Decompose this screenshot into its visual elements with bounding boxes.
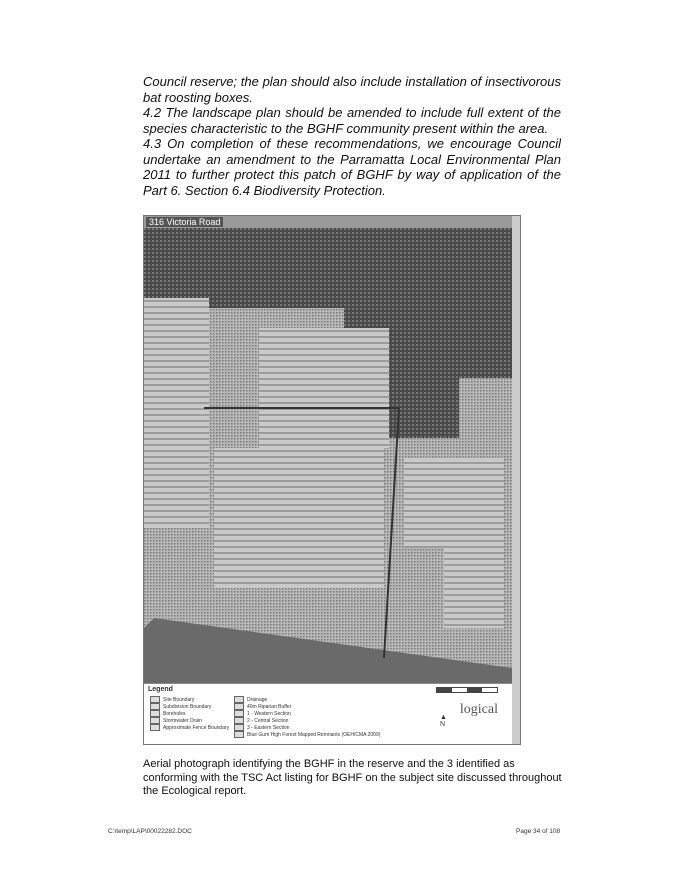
legend-item: Boreholes bbox=[150, 710, 229, 717]
aerial-map-figure bbox=[143, 215, 521, 745]
legend-item: Stormwater Drain bbox=[150, 717, 229, 724]
paragraph-reserve: Council reserve; the plan should also include installation of insectivorous bat roosting boxes. bbox=[143, 74, 561, 105]
scale-bar bbox=[436, 687, 498, 693]
legend-item: 1 - Western Section bbox=[234, 710, 380, 717]
legend-column-left bbox=[150, 696, 229, 731]
footer-page-number: Page 34 of 108 bbox=[516, 828, 561, 835]
figure-caption: Aerial photograph identifying the BGHF in the reserve and the 3 identified as conforming with the TSC Act listing for BGHF on the subject site discussed throughout the Ecological report. bbox=[143, 758, 562, 797]
legend-item: Subdivision Boundary bbox=[150, 703, 229, 710]
north-arrow-icon: ▲ N bbox=[440, 714, 447, 728]
aerial-photo bbox=[144, 228, 512, 683]
legend-item: 40m Riparian Buffer bbox=[234, 703, 380, 710]
body-text bbox=[143, 74, 561, 198]
map-legend bbox=[144, 683, 512, 745]
legend-item: 3 - Eastern Section bbox=[234, 724, 380, 731]
legend-item: Drainage bbox=[234, 696, 380, 703]
legend-item: Blue Gum High Forest Mapped Remnants (OEH/CMA 2009) bbox=[234, 731, 380, 738]
legend-item: 2 - Central Section bbox=[234, 717, 380, 724]
map-title: 316 Victoria Road bbox=[146, 217, 223, 227]
footer-file-path: C:\temp\LAP\00022282.DOC bbox=[108, 828, 192, 835]
legend-column-right bbox=[234, 696, 380, 738]
legend-item: Site Boundary bbox=[150, 696, 229, 703]
paragraph-4-3: 4.3 On completion of these recommendations, we encourage Council undertake an amendment to the Parramatta Local Environmental Plan 2011 to further protect this patch of BGHF by way of application of the Part 6. Section 6.4 Biodiversity Protection. bbox=[143, 136, 561, 198]
legend-title: Legend bbox=[148, 686, 173, 693]
map-side-strip bbox=[512, 216, 520, 744]
legend-item: Approximate Fence Boundary bbox=[150, 724, 229, 731]
paragraph-4-2: 4.2 The landscape plan should be amended to include full extent of the species characteristic to the BGHF community present within the area. bbox=[143, 105, 561, 136]
company-logo: logical bbox=[459, 702, 498, 717]
